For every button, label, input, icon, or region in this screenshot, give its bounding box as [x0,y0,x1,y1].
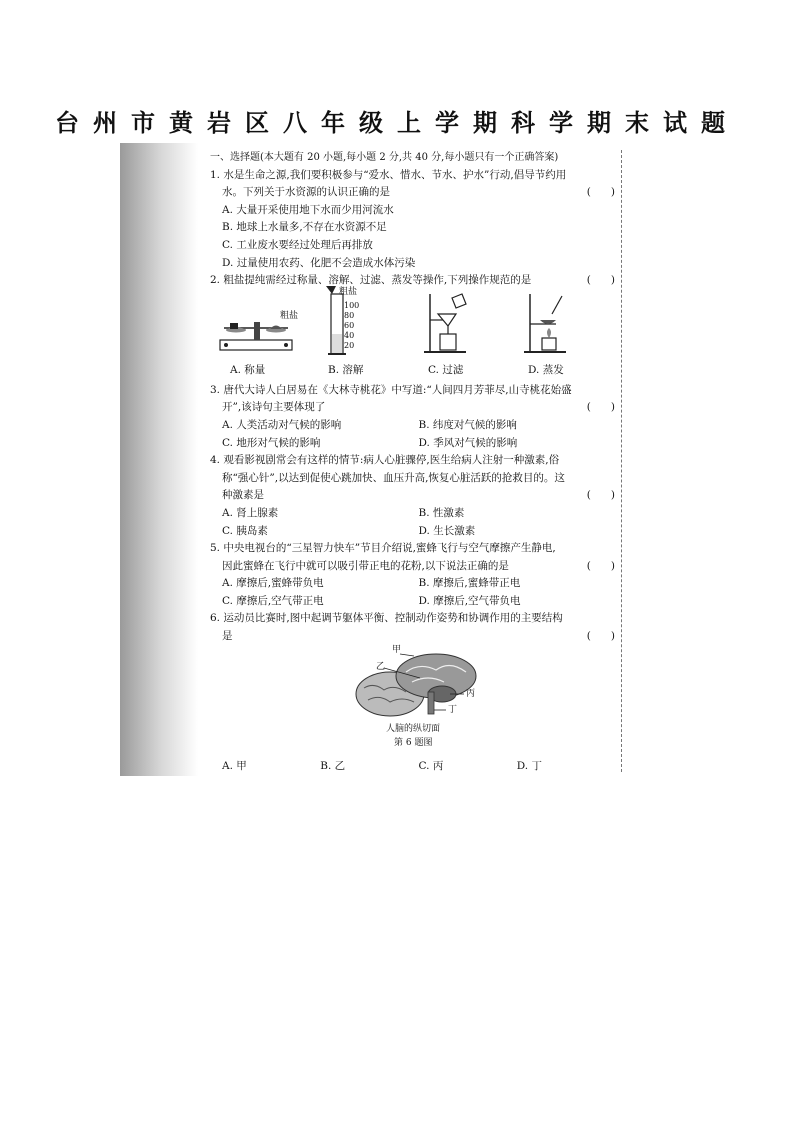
q3-line-2: 开”,该诗句主要体现了 [222,401,326,414]
q6-option-b: B. 乙 [320,759,346,772]
question-4 [210,452,615,540]
q6-option-a: A. 甲 [222,759,247,772]
question-2 [210,272,615,382]
q5-options-row-1 [210,575,615,593]
q1-line-1: 1. 水是生命之源,我们要积极参与“爱水、惜水、节水、护水”行动,倡导节约用 [210,168,567,181]
q3-option-a: A. 人类活动对气候的影响 [222,418,342,431]
q4-options-row-2 [210,523,615,541]
q5-option-b: B. 摩擦后,蜜蜂带正电 [418,577,521,590]
q1-line-2: 水。下列关于水资源的认识正确的是 [222,186,390,199]
cylinder-tick: 100 [344,300,360,310]
brain-section-icon [350,648,490,720]
q4-line-1: 4. 观看影视剧常会有这样的情节:病人心脏骤停,医生给病人注射一种激素,俗 [210,454,560,467]
answer-bracket: ( ) [586,401,615,414]
q3-option-b: B. 纬度对气候的影响 [418,418,517,431]
evaporation-apparatus-icon [522,290,572,358]
q2-line-1: 2. 粗盐提纯需经过称量、溶解、过滤、蒸发等操作,下列操作规范的是 [210,274,532,287]
question-3 [210,382,615,452]
answer-bracket: ( ) [586,186,615,199]
figure-number: 第 6 题图 [394,737,433,748]
q3-option-d: D. 季风对气候的影响 [418,436,518,449]
q4-option-d: D. 生长激素 [418,524,476,537]
question-1 [210,167,615,273]
cylinder-tick: 20 [344,340,355,350]
q2-salt-label-1: 粗盐 [280,310,299,321]
figure-caption: 人脑的纵切面 [386,723,441,734]
q5-option-a: A. 摩擦后,蜜蜂带负电 [222,577,324,590]
exam-title: 台州市黄岩区八年级上学期科学期末试题 [55,108,739,137]
cylinder-tick: 60 [344,320,355,330]
filtration-apparatus-icon [422,290,472,358]
section-heading: 一、选择题(本大题有 20 小题,每小题 2 分,共 40 分,每小题只有一个正确答案) [210,152,559,163]
cut-line-divider [621,150,622,772]
q4-line-2: 称“强心针”,以达到促使心跳加快、血压升高,恢复心脏活跃的抢救目的。这 [222,471,565,484]
q5-option-c: C. 摩擦后,空气带正电 [222,594,324,607]
q3-options-row-2 [210,435,615,453]
q6-option-c: C. 丙 [418,759,444,772]
q4-option-c: C. 胰岛素 [222,524,268,537]
brain-label-jia: 甲 [392,644,402,655]
q4-option-a: A. 肾上腺素 [222,506,279,519]
q4-option-b: B. 性激素 [418,506,465,519]
q1-option-d: D. 过量使用农药、化肥不会造成水体污染 [222,256,416,269]
brain-label-bing: 丙 [466,688,476,699]
q2-option-d: D. 蒸发 [528,363,564,376]
q5-line-1: 5. 中央电视台的“三星智力快车”节目介绍说,蜜蜂飞行与空气摩擦产生静电, [210,542,556,555]
answer-bracket: ( ) [586,274,615,287]
q6-option-d: D. 丁 [516,759,542,772]
q4-options-row-1 [210,505,615,523]
question-5 [210,540,615,610]
q5-line-2: 因此蜜蜂在飞行中就可以吸引带正电的花粉,以下说法正确的是 [222,559,509,572]
q1-option-c: C. 工业废水要经过处理后再排放 [222,238,373,251]
cylinder-scale [344,301,359,351]
answer-bracket: ( ) [586,559,615,572]
q2-option-a: A. 称量 [230,363,266,376]
balance-scale-icon [218,296,308,358]
brain-label-yi: 乙 [376,661,386,672]
q5-options-row-2 [210,593,615,611]
q5-option-d: D. 摩擦后,空气带负电 [418,594,521,607]
q2-figure-row [210,286,615,382]
answer-bracket: ( ) [586,489,615,502]
q4-line-3: 种激素是 [222,489,264,502]
q6-line-2: 是 [222,630,233,643]
q3-option-c: C. 地形对气候的影响 [222,436,321,449]
q3-options-row-1 [210,417,615,435]
q6-figure [210,646,615,754]
q6-line-1: 6. 运动员比赛时,图中起调节躯体平衡、控制动作姿势和协调作用的主要结构 [210,612,563,625]
cylinder-tick: 80 [344,310,355,320]
cylinder-tick: 40 [344,330,355,340]
q2-option-c: C. 过滤 [428,363,464,376]
answer-bracket: ( ) [586,630,615,643]
q2-option-b: B. 溶解 [328,363,364,376]
exam-content [210,149,615,775]
q1-option-a: A. 大量开采使用地下水而少用河流水 [222,203,394,216]
q2-salt-label-2: 粗盐 [339,286,358,297]
brain-label-ding: 丁 [448,704,458,715]
q3-line-1: 3. 唐代大诗人白居易在《大林寺桃花》中写道:“人间四月芳菲尽,山寺桃花始盛 [210,383,572,396]
question-6 [210,610,615,775]
q1-option-b: B. 地球上水量多,不存在水资源不足 [222,221,387,234]
q6-options-row [210,758,615,776]
